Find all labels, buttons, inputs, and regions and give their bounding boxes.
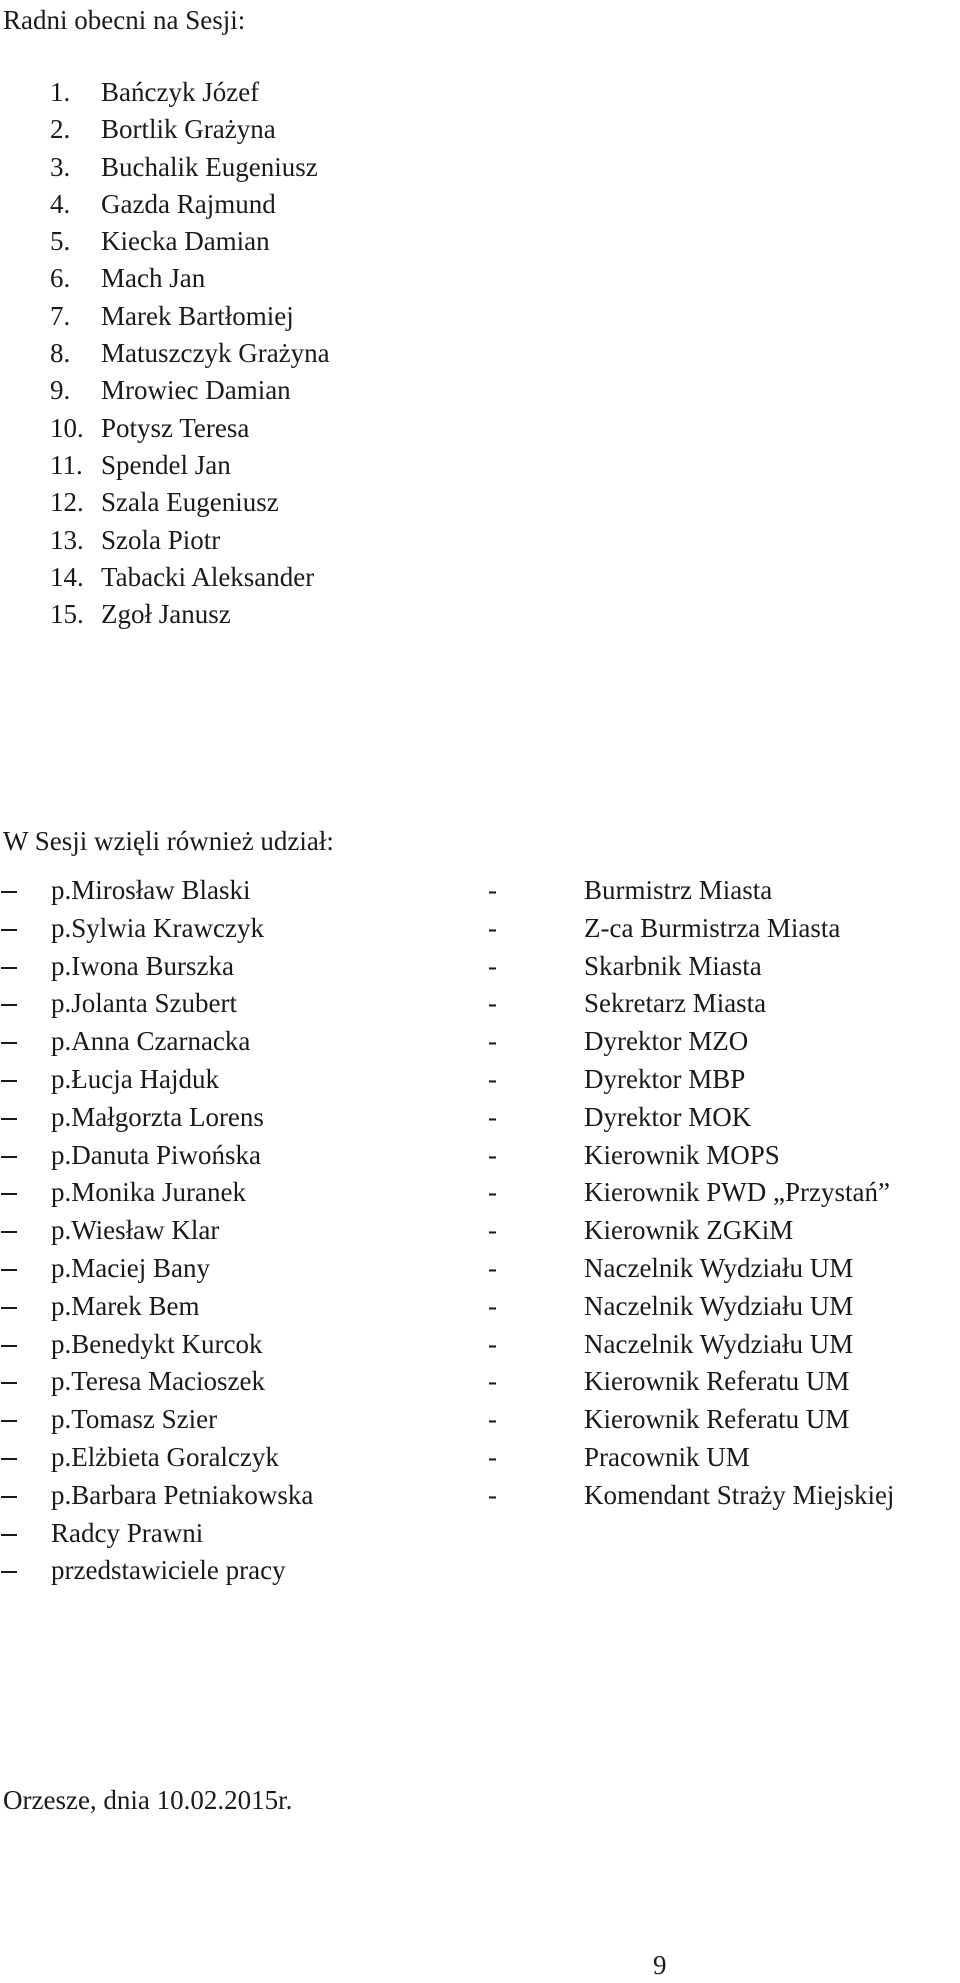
guest-row	[0, 1363, 960, 1401]
bullet-dash	[1, 1345, 17, 1347]
guest-name: p.Iwona Burszka	[51, 950, 234, 981]
guest-separator: -	[488, 1139, 497, 1170]
guest-separator: -	[488, 1404, 497, 1435]
guest-name: p.Jolanta Szubert	[51, 988, 237, 1019]
present-list	[50, 74, 330, 633]
guest-role: Z-ca Burmistrza Miasta	[584, 912, 841, 943]
guest-separator: -	[488, 1177, 497, 1208]
list-item	[50, 149, 330, 186]
list-item	[50, 372, 330, 409]
guest-row	[0, 1477, 960, 1515]
list-item	[50, 596, 330, 633]
guest-role: Kierownik PWD „Przystań”	[584, 1177, 890, 1208]
list-item-number: 3.	[50, 151, 71, 182]
guest-name: p.Barbara Petniakowska	[51, 1479, 314, 1510]
guest-separator: -	[488, 1252, 497, 1283]
guest-separator: -	[488, 1328, 497, 1359]
guest-role: Kierownik ZGKiM	[584, 1215, 794, 1246]
list-item-number: 1.	[50, 77, 71, 107]
guest-separator: -	[488, 912, 497, 943]
list-item-name: Mrowiec Damian	[101, 375, 291, 406]
list-item-number: 9.	[50, 375, 71, 406]
guest-row	[0, 1515, 960, 1553]
list-item-number: 7.	[50, 300, 71, 331]
list-item-number: 15.	[50, 599, 84, 630]
list-item-name: Potysz Teresa	[101, 412, 250, 443]
list-item-number: 8.	[50, 338, 71, 369]
bullet-dash	[1, 967, 17, 969]
guest-role: Sekretarz Miasta	[584, 988, 767, 1019]
guest-role: Kierownik Referatu UM	[584, 1404, 850, 1435]
guest-row	[0, 1288, 960, 1326]
guest-name: p.Anna Czarnacka	[51, 1026, 251, 1057]
guest-separator: -	[488, 875, 497, 905]
guest-name: p.Małgorzta Lorens	[51, 1101, 264, 1132]
place-date: Orzesze, dnia 10.02.2015r.	[3, 1785, 293, 1815]
list-item-name: Szola Piotr	[101, 524, 221, 555]
guest-role: Naczelnik Wydziału UM	[584, 1290, 854, 1321]
guest-separator: -	[488, 1215, 497, 1246]
list-item	[50, 522, 330, 559]
guest-role: Kierownik Referatu UM	[584, 1366, 850, 1397]
bullet-dash	[1, 1534, 17, 1536]
list-item-name: Zgoł Janusz	[101, 599, 231, 630]
bullet-dash	[1, 1420, 17, 1422]
list-item	[50, 260, 330, 297]
guest-name: p.Mirosław Blaski	[51, 875, 251, 905]
guest-row	[0, 1174, 960, 1212]
guest-separator: -	[488, 1063, 497, 1094]
bullet-dash	[1, 1193, 17, 1195]
guest-row	[0, 1061, 960, 1099]
bullet-dash	[1, 1269, 17, 1271]
guest-role: Naczelnik Wydziału UM	[584, 1328, 854, 1359]
list-item-name: Kiecka Damian	[101, 226, 270, 257]
list-item-name: Buchalik Eugeniusz	[101, 151, 318, 182]
list-item-name: Marek Bartłomiej	[101, 300, 294, 331]
list-item-name: Szala Eugeniusz	[101, 487, 279, 518]
guest-name: p.Marek Bem	[51, 1290, 200, 1321]
guests-list	[0, 872, 960, 1590]
guest-role: Komendant Straży Miejskiej	[584, 1479, 895, 1510]
list-item-name: Gazda Rajmund	[101, 188, 276, 219]
guest-separator: -	[488, 1441, 497, 1472]
list-item-name: Bańczyk Józef	[101, 77, 260, 107]
list-item	[50, 484, 330, 521]
bullet-dash	[1, 1382, 17, 1384]
guest-row	[0, 948, 960, 986]
guest-role: Dyrektor MOK	[584, 1101, 752, 1132]
guest-name: p.Wiesław Klar	[51, 1215, 220, 1246]
page-number: 9	[653, 1950, 667, 1980]
guest-name: p.Tomasz Szier	[51, 1404, 218, 1435]
list-item	[50, 111, 330, 148]
bullet-dash	[1, 1458, 17, 1460]
bullet-dash	[1, 1118, 17, 1120]
list-item-number: 2.	[50, 114, 71, 145]
list-item	[50, 298, 330, 335]
bullet-dash	[1, 1231, 17, 1233]
list-item-number: 5.	[50, 226, 71, 257]
guest-separator: -	[488, 1479, 497, 1510]
list-item-number: 6.	[50, 263, 71, 294]
guest-row	[0, 1326, 960, 1364]
list-item-name: Matuszczyk Grażyna	[101, 338, 330, 369]
bullet-dash	[1, 1307, 17, 1309]
guest-separator: -	[488, 1290, 497, 1321]
list-item-number: 4.	[50, 188, 71, 219]
bullet-dash	[1, 1571, 17, 1573]
guest-name: p.Maciej Bany	[51, 1252, 210, 1283]
bullet-dash	[1, 1042, 17, 1044]
guest-name: Radcy Prawni	[51, 1517, 204, 1548]
guest-row	[0, 1552, 960, 1590]
guest-name: przedstawiciele pracy	[51, 1555, 286, 1586]
bullet-dash	[1, 891, 17, 893]
bullet-dash	[1, 1156, 17, 1158]
guest-row	[0, 1023, 960, 1061]
bullet-dash	[1, 929, 17, 931]
list-item	[50, 186, 330, 223]
guest-name: p.Monika Juranek	[51, 1177, 246, 1208]
list-item-number: 12.	[50, 487, 84, 518]
guest-row	[0, 872, 960, 910]
guest-row	[0, 1250, 960, 1288]
list-item-number: 11.	[50, 449, 83, 480]
guests-heading: W Sesji wzięli również udział:	[3, 826, 334, 856]
bullet-dash	[1, 1496, 17, 1498]
list-item-name: Bortlik Grażyna	[101, 114, 276, 145]
guest-row	[0, 1099, 960, 1137]
guest-row	[0, 1439, 960, 1477]
guest-separator: -	[488, 1366, 497, 1397]
guest-role: Kierownik MOPS	[584, 1139, 780, 1170]
guest-role: Dyrektor MZO	[584, 1026, 749, 1057]
list-item-number: 10.	[50, 412, 84, 443]
list-item-number: 14.	[50, 561, 84, 592]
guest-role: Pracownik UM	[584, 1441, 750, 1472]
guest-row	[0, 1401, 960, 1439]
list-item	[50, 410, 330, 447]
list-item	[50, 335, 330, 372]
guest-name: p.Łucja Hajduk	[51, 1063, 219, 1094]
guest-separator: -	[488, 988, 497, 1019]
present-heading: Radni obecni na Sesji:	[3, 5, 246, 35]
list-item-number: 13.	[50, 524, 84, 555]
guest-separator: -	[488, 1026, 497, 1057]
guest-role: Burmistrz Miasta	[584, 875, 773, 905]
guest-name: p.Elżbieta Goralczyk	[51, 1441, 279, 1472]
guest-role: Skarbnik Miasta	[584, 950, 762, 981]
bullet-dash	[1, 1004, 17, 1006]
guest-row	[0, 910, 960, 948]
list-item	[50, 559, 330, 596]
list-item	[50, 223, 330, 260]
guest-separator: -	[488, 950, 497, 981]
guest-name: p.Danuta Piwońska	[51, 1139, 261, 1170]
guest-role: Dyrektor MBP	[584, 1063, 746, 1094]
guest-separator: -	[488, 1101, 497, 1132]
guest-row	[0, 985, 960, 1023]
list-item	[50, 447, 330, 484]
guest-role: Naczelnik Wydziału UM	[584, 1252, 854, 1283]
guest-name: p.Sylwia Krawczyk	[51, 912, 264, 943]
list-item-name: Tabacki Aleksander	[101, 561, 315, 592]
guest-row	[0, 1137, 960, 1175]
list-item-name: Spendel Jan	[101, 449, 231, 480]
bullet-dash	[1, 1080, 17, 1082]
list-item-name: Mach Jan	[101, 263, 206, 294]
guest-name: p.Teresa Macioszek	[51, 1366, 266, 1397]
list-item	[50, 74, 330, 111]
guest-row	[0, 1212, 960, 1250]
guest-name: p.Benedykt Kurcok	[51, 1328, 263, 1359]
